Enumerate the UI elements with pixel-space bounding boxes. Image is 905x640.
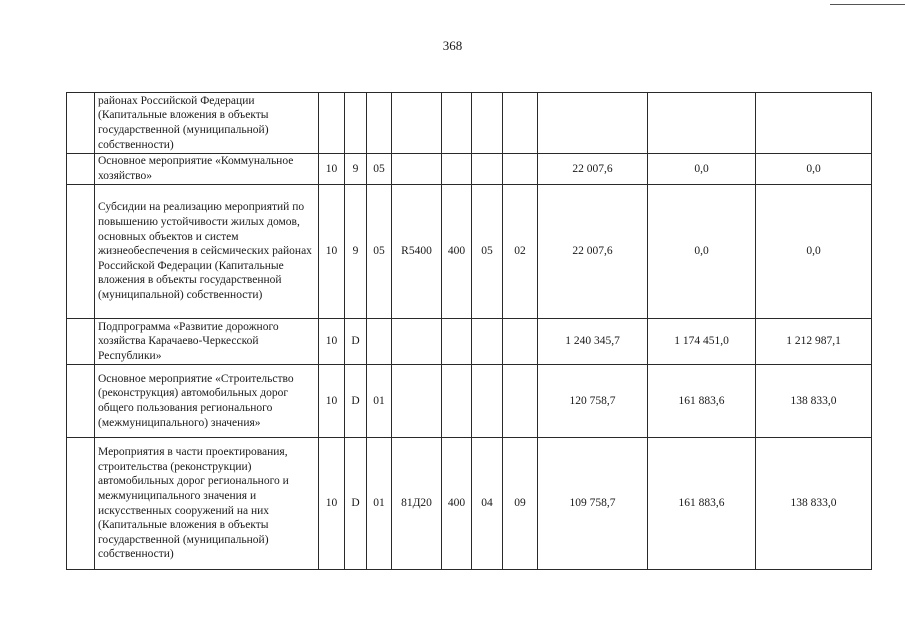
row-index-cell [67,365,95,438]
code-cell: 9 [345,154,367,185]
page-number: 368 [442,38,463,53]
row-name: Мероприятия в части проектирования, строительства (реконструкции) автомобильных дорог регионального и межмуниципального значения и искусственных сооружений на них (Капитальные вложения в объекты государственной (муниципальной) собственности) [95,438,319,570]
code-cell [367,319,392,365]
amount-cell: 1 212 987,1 [756,319,872,365]
row-index-cell [67,185,95,319]
code-cell: 9 [345,185,367,319]
code-cell [472,154,503,185]
code-cell: 81Д20 [392,438,442,570]
code-cell [472,319,503,365]
amount-cell [648,93,756,154]
code-cell: 09 [503,438,538,570]
amount-cell [538,93,648,154]
amount-cell: 0,0 [756,185,872,319]
code-cell [503,154,538,185]
code-cell [442,93,472,154]
row-name: Основное мероприятие «Строительство (реконструкция) автомобильных дорог общего пользования регионального (межмуниципального) значения» [95,365,319,438]
amount-cell: 138 833,0 [756,438,872,570]
code-cell [472,93,503,154]
row-index-cell [67,319,95,365]
code-cell [319,93,345,154]
code-cell: 400 [442,438,472,570]
code-cell: 05 [472,185,503,319]
code-cell: 400 [442,185,472,319]
amount-cell: 161 883,6 [648,365,756,438]
amount-cell: 120 758,7 [538,365,648,438]
code-cell: D [345,365,367,438]
amount-cell: 22 007,6 [538,185,648,319]
code-cell: D [345,438,367,570]
code-cell: 10 [319,365,345,438]
code-cell [345,93,367,154]
code-cell [503,93,538,154]
code-cell [392,365,442,438]
code-cell: 10 [319,154,345,185]
code-cell: D [345,319,367,365]
table-row [67,365,872,438]
code-cell [392,93,442,154]
amount-cell [756,93,872,154]
table-row [67,438,872,570]
row-name: районах Российской Федерации (Капитальные вложения в объекты государственной (муниципальной) собственности) [95,93,319,154]
code-cell: 01 [367,365,392,438]
amount-cell: 138 833,0 [756,365,872,438]
code-cell [503,319,538,365]
row-index-cell [67,438,95,570]
code-cell: 10 [319,185,345,319]
amount-cell: 161 883,6 [648,438,756,570]
row-name: Подпрограмма «Развитие дорожного хозяйства Карачаево-Черкесской Республики» [95,319,319,365]
code-cell [503,365,538,438]
row-index-cell [67,93,95,154]
budget-table [66,92,872,570]
code-cell [392,154,442,185]
amount-cell: 0,0 [648,185,756,319]
corner-rule [830,4,905,5]
code-cell: 04 [472,438,503,570]
amount-cell: 1 240 345,7 [538,319,648,365]
code-cell: 05 [367,185,392,319]
code-cell [442,365,472,438]
code-cell: 10 [319,319,345,365]
row-name: Основное мероприятие «Коммунальное хозяйство» [95,154,319,185]
table-row [67,185,872,319]
code-cell [367,93,392,154]
code-cell: 02 [503,185,538,319]
amount-cell: 0,0 [648,154,756,185]
row-index-cell [67,154,95,185]
amount-cell: 0,0 [756,154,872,185]
amount-cell: 1 174 451,0 [648,319,756,365]
code-cell: R5400 [392,185,442,319]
code-cell: 10 [319,438,345,570]
code-cell: 05 [367,154,392,185]
amount-cell: 22 007,6 [538,154,648,185]
table-row [67,319,872,365]
code-cell [472,365,503,438]
table-row [67,93,872,154]
code-cell [442,154,472,185]
code-cell: 01 [367,438,392,570]
code-cell [392,319,442,365]
code-cell [442,319,472,365]
row-name: Субсидии на реализацию мероприятий по повышению устойчивости жилых домов, основных объектов и систем жизнеобеспечения в сейсмических районах Российской Федерации (Капитальные вложения в объекты государственной (муниципальной) собственности) [95,185,319,319]
table-row [67,154,872,185]
amount-cell: 109 758,7 [538,438,648,570]
